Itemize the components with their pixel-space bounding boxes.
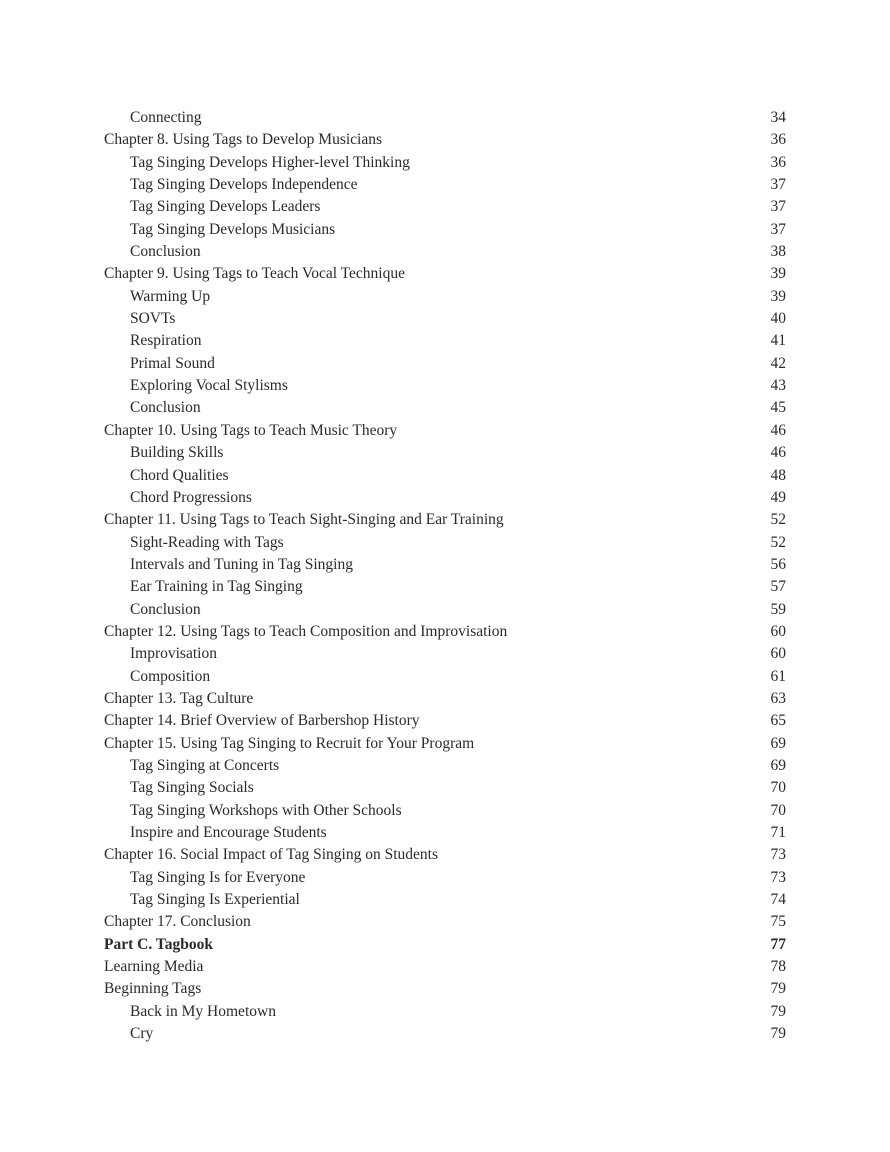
- toc-entry-page-number: 43: [770, 377, 786, 395]
- toc-entry-title: Chapter 11. Using Tags to Teach Sight-Singing and Ear Training: [104, 511, 504, 529]
- toc-entry-title: Building Skills: [130, 444, 224, 462]
- toc-entry-section: [104, 308, 786, 330]
- toc-entry-chapter: [104, 263, 786, 285]
- toc-entry-title: Conclusion: [130, 399, 201, 417]
- toc-entry-title: Tag Singing at Concerts: [130, 756, 280, 774]
- toc-entry-title: Tag Singing Is Experiential: [130, 891, 300, 909]
- toc-entry-title: Tag Singing Develops Higher-level Thinking: [130, 153, 410, 171]
- toc-entry-title: Chapter 13. Tag Culture: [104, 689, 254, 707]
- toc-entry-title: Learning Media: [104, 958, 204, 976]
- toc-entry-page-number: 39: [770, 287, 786, 305]
- toc-entry-title: Respiration: [130, 332, 202, 350]
- toc-entry-section: [104, 397, 786, 419]
- toc-entry-page-number: 79: [770, 980, 786, 998]
- toc-entry-page-number: 37: [770, 176, 786, 194]
- toc-entry-section: [104, 822, 786, 844]
- toc-entry-page-number: 52: [770, 511, 786, 529]
- toc-entry-section: [104, 532, 786, 554]
- toc-entry-title: SOVTs: [130, 310, 176, 328]
- toc-entry-chapter: [104, 688, 786, 710]
- toc-entry-title: Part C. Tagbook: [104, 935, 213, 953]
- toc-entry-section: [104, 196, 786, 218]
- toc-entry-section: [104, 576, 786, 598]
- toc-entry-page-number: 36: [770, 153, 786, 171]
- toc-entry-page-number: 38: [770, 243, 786, 261]
- toc-entry-page-number: 48: [770, 466, 786, 484]
- toc-entry-chapter: [104, 934, 786, 956]
- toc-entry-section: [104, 800, 786, 822]
- toc-entry-section: [104, 330, 786, 352]
- toc-entry-page-number: 36: [770, 131, 786, 149]
- toc-entry-title: Intervals and Tuning in Tag Singing: [130, 555, 353, 573]
- toc-entry-section: [104, 867, 786, 889]
- toc-entry-title: Chord Qualities: [130, 466, 229, 484]
- toc-entry-page-number: 70: [770, 779, 786, 797]
- toc-entry-chapter: [104, 129, 786, 151]
- toc-entry-section: [104, 465, 786, 487]
- toc-entry-page-number: 79: [770, 1002, 786, 1020]
- toc-entry-section: [104, 889, 786, 911]
- toc-entry-title: Chapter 9. Using Tags to Teach Vocal Technique: [104, 265, 405, 283]
- toc-entry-page-number: 65: [770, 712, 786, 730]
- toc-entry-title: Ear Training in Tag Singing: [130, 578, 303, 596]
- toc-entry-page-number: 46: [770, 421, 786, 439]
- toc-entry-page-number: 46: [770, 444, 786, 462]
- toc-entry-page-number: 45: [770, 399, 786, 417]
- toc-entry-section: [104, 152, 786, 174]
- toc-entry-title: Chapter 10. Using Tags to Teach Music Theory: [104, 421, 398, 439]
- toc-entry-section: [104, 442, 786, 464]
- toc-entry-chapter: [104, 844, 786, 866]
- toc-entry-page-number: 73: [770, 846, 786, 864]
- toc-entry-page-number: 42: [770, 354, 786, 372]
- toc-entry-page-number: 71: [770, 824, 786, 841]
- toc-entry-section: [104, 107, 786, 129]
- toc-entry-page-number: 60: [770, 622, 786, 640]
- table-of-contents: [104, 107, 786, 1045]
- toc-entry-title: Conclusion: [130, 600, 201, 618]
- toc-entry-page-number: 37: [770, 220, 786, 238]
- toc-entry-page-number: 34: [770, 109, 786, 126]
- toc-entry-page-number: 40: [770, 310, 786, 328]
- toc-entry-title: Tag Singing Develops Musicians: [130, 220, 336, 238]
- toc-entry-section: [104, 174, 786, 196]
- toc-entry-title: Connecting: [130, 109, 202, 126]
- toc-entry-title: Composition: [130, 667, 211, 685]
- toc-entry-chapter: [104, 621, 786, 643]
- toc-entry-title: Chapter 14. Brief Overview of Barbershop History: [104, 712, 420, 730]
- toc-entry-chapter: [104, 509, 786, 531]
- toc-entry-page-number: 41: [770, 332, 786, 350]
- toc-entry-title: Tag Singing Socials: [130, 779, 254, 797]
- toc-entry-section: [104, 353, 786, 375]
- toc-entry-section: [104, 755, 786, 777]
- toc-entry-title: Tag Singing Is for Everyone: [130, 868, 306, 886]
- toc-entry-section: [104, 487, 786, 509]
- toc-entry-page-number: 74: [770, 891, 786, 909]
- toc-entry-chapter: [104, 956, 786, 978]
- toc-entry-title: Chapter 17. Conclusion: [104, 913, 251, 931]
- toc-entry-title: Chapter 8. Using Tags to Develop Musicians: [104, 131, 383, 149]
- toc-entry-title: Tag Singing Develops Independence: [130, 176, 358, 194]
- toc-entry-page-number: 69: [770, 756, 786, 774]
- toc-entry-title: Inspire and Encourage Students: [130, 824, 327, 841]
- toc-entry-title: Beginning Tags: [104, 980, 202, 998]
- toc-entry-page-number: 49: [770, 488, 786, 506]
- toc-entry-page-number: 56: [770, 555, 786, 573]
- toc-entry-title: Cry: [130, 1025, 154, 1043]
- toc-entry-section: [104, 1001, 786, 1023]
- toc-entry-page-number: 78: [770, 958, 786, 976]
- toc-entry-title: Primal Sound: [130, 354, 215, 372]
- toc-entry-page-number: 57: [770, 578, 786, 596]
- toc-entry-chapter: [104, 710, 786, 732]
- toc-entry-page-number: 60: [770, 645, 786, 663]
- toc-entry-page-number: 39: [770, 265, 786, 283]
- toc-entry-page-number: 69: [770, 734, 786, 752]
- toc-entry-chapter: [104, 911, 786, 933]
- toc-entry-title: Exploring Vocal Stylisms: [130, 377, 288, 395]
- toc-entry-title: Chord Progressions: [130, 488, 252, 506]
- toc-entry-section: [104, 1023, 786, 1045]
- toc-entry-section: [104, 666, 786, 688]
- toc-entry-section: [104, 286, 786, 308]
- toc-entry-page-number: 37: [770, 198, 786, 216]
- toc-entry-page-number: 63: [770, 689, 786, 707]
- toc-entry-section: [104, 375, 786, 397]
- toc-entry-section: [104, 599, 786, 621]
- toc-entry-chapter: [104, 733, 786, 755]
- toc-entry-title: Chapter 12. Using Tags to Teach Composition and Improvisation: [104, 622, 508, 640]
- toc-entry-chapter: [104, 978, 786, 1000]
- toc-entry-page-number: 70: [770, 801, 786, 819]
- toc-entry-title: Chapter 16. Social Impact of Tag Singing on Students: [104, 846, 438, 864]
- toc-entry-page-number: 61: [770, 667, 786, 685]
- toc-entry-title: Tag Singing Workshops with Other Schools: [130, 801, 402, 819]
- toc-entry-page-number: 59: [770, 600, 786, 618]
- toc-entry-title: Warming Up: [130, 287, 211, 305]
- toc-entry-page-number: 52: [770, 533, 786, 551]
- toc-entry-title: Tag Singing Develops Leaders: [130, 198, 321, 216]
- toc-entry-title: Back in My Hometown: [130, 1002, 276, 1020]
- toc-entry-title: Improvisation: [130, 645, 217, 663]
- toc-entry-section: [104, 219, 786, 241]
- toc-entry-title: Sight-Reading with Tags: [130, 533, 284, 551]
- toc-entry-page-number: 75: [770, 913, 786, 931]
- toc-entry-page-number: 79: [770, 1025, 786, 1043]
- toc-entry-page-number: 73: [770, 868, 786, 886]
- toc-entry-title: Chapter 15. Using Tag Singing to Recruit for Your Program: [104, 734, 475, 752]
- toc-entry-chapter: [104, 420, 786, 442]
- toc-entry-page-number: 77: [770, 935, 786, 953]
- toc-entry-title: Conclusion: [130, 243, 201, 261]
- toc-entry-section: [104, 554, 786, 576]
- toc-entry-section: [104, 777, 786, 799]
- toc-entry-section: [104, 643, 786, 665]
- toc-entry-section: [104, 241, 786, 263]
